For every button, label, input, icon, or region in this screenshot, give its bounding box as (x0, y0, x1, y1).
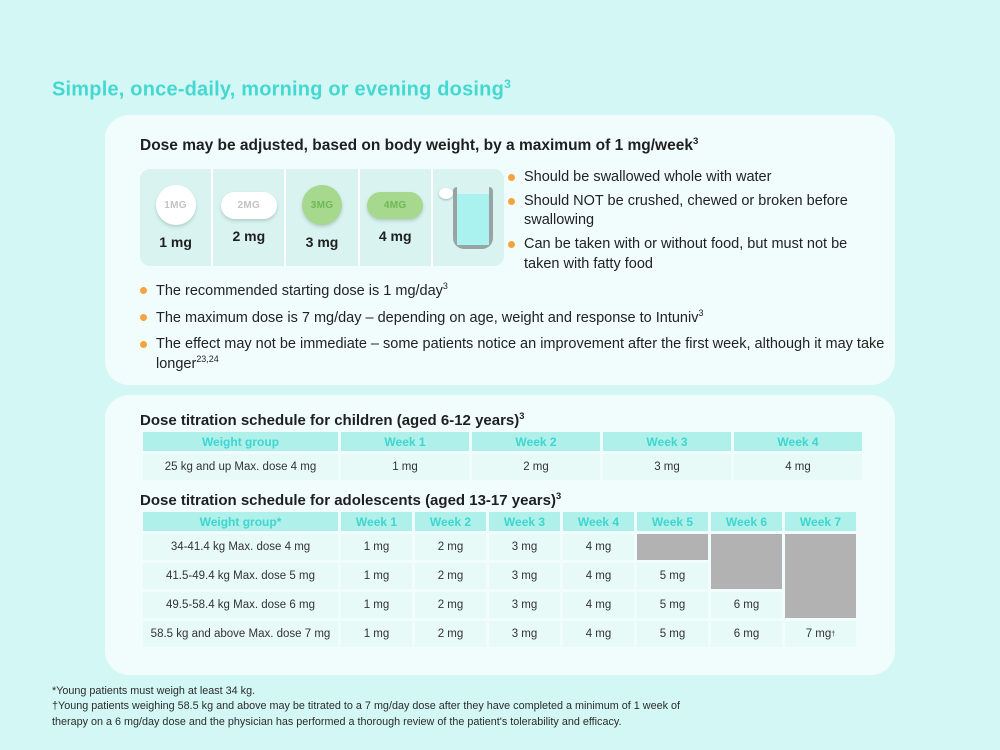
bullet-text: Should NOT be crushed, chewed or broken before swallowing (524, 193, 848, 229)
bullet-item (508, 168, 880, 187)
dose-cell: 4 mg (563, 592, 634, 618)
dose-cell: 4 mg (563, 563, 634, 589)
children-table-title-text: Dose titration schedule for children (aged 6-12 years) (140, 412, 520, 429)
column-header: Week 1 (341, 432, 469, 451)
column-header: Week 7 (785, 512, 856, 531)
dose-cell: 6 mg (711, 621, 782, 647)
dose-cell: 1 mg (341, 454, 469, 480)
pill-cell (360, 169, 431, 266)
bullet-item (508, 192, 880, 230)
bullet-dot-icon (508, 198, 515, 205)
pill-1mg-icon: 1MG (156, 185, 196, 225)
adolescents-table-title-text: Dose titration schedule for adolescents (aged 13-17 years) (140, 492, 556, 509)
dose-cell: 1 mg (341, 534, 412, 560)
bullet-dot-icon (140, 341, 147, 348)
weight-group-cell: 34-41.4 kg Max. dose 4 mg (143, 534, 338, 560)
weight-group-cell: 41.5-49.4 kg Max. dose 5 mg (143, 563, 338, 589)
weight-group-cell: 58.5 kg and above Max. dose 7 mg (143, 621, 338, 647)
column-header: Week 4 (734, 432, 862, 451)
bullet-text: The maximum dose is 7 mg/day – depending on age, weight and response to Intuniv$^3$ (156, 307, 704, 326)
column-header: Week 6 (711, 512, 782, 531)
glass-outline (453, 187, 493, 249)
adolescents-table-title (140, 491, 561, 509)
glass-cell (433, 169, 504, 266)
dose-cell: 2 mg (415, 534, 486, 560)
dosing-card-heading (140, 136, 698, 155)
table-header-row (143, 512, 856, 531)
pill-cell (213, 169, 284, 266)
footnotes (52, 684, 717, 730)
pill-strength-label: 1 mg (159, 234, 192, 250)
dose-cell: 5 mg (637, 592, 708, 618)
weight-group-cell: 25 kg and up Max. dose 4 mg (143, 454, 338, 480)
bullet-text: The recommended starting dose is 1 mg/day$^3$ (156, 281, 448, 299)
dose-cell: 3 mg (489, 563, 560, 589)
dose-cell: 3 mg (603, 454, 731, 480)
dose-cell: 4 mg (563, 534, 634, 560)
bullet-item (508, 235, 880, 273)
dose-cell: 1 mg (341, 563, 412, 589)
dose-cell: 4 mg (734, 454, 862, 480)
bullet-dot-icon (508, 241, 515, 248)
table-header-row (143, 432, 862, 451)
bullet-item (140, 335, 885, 374)
table-row (143, 534, 856, 560)
bullet-text: Can be taken with or without food, but must not be taken with fatty food (524, 236, 848, 272)
bullet-dot-icon (508, 174, 515, 181)
page-title-reference: 3 (504, 77, 512, 91)
column-header: Week 2 (472, 432, 600, 451)
children-table-title (140, 411, 524, 429)
pill-4mg-icon: 4MG (367, 192, 423, 219)
administration-bullet-list (508, 168, 880, 274)
column-header: Week 3 (489, 512, 560, 531)
dose-cell: 5 mg (637, 563, 708, 589)
dose-cell: 6 mg (711, 592, 782, 618)
column-header: Weight group (143, 432, 338, 451)
empty-gray-cell (785, 592, 856, 618)
children-dose-table (143, 432, 862, 480)
table-row (143, 563, 856, 589)
table-row (143, 454, 862, 480)
water-fill (457, 194, 489, 245)
bullet-dot-icon (140, 287, 147, 294)
bullet-text: Should be swallowed whole with water (524, 169, 772, 185)
dosing-bullet-list (140, 281, 885, 374)
pill-strength-label: 4 mg (378, 227, 412, 244)
empty-gray-cell (711, 534, 782, 560)
titration-card (105, 395, 895, 675)
dose-cell: 1 mg (341, 621, 412, 647)
bullet-item (140, 281, 885, 301)
pill-cell (286, 169, 357, 266)
empty-gray-cell (785, 563, 856, 589)
pill-strength-label: 3 mg (305, 234, 339, 250)
dose-cell: 2 mg (472, 454, 600, 480)
dose-cell: 3 mg (489, 592, 560, 618)
dosing-card (105, 115, 895, 385)
dose-cell: 2 mg (415, 563, 486, 589)
dose-cell: 2 mg (415, 592, 486, 618)
dose-cell: 1 mg (341, 592, 412, 618)
glass-of-water-icon (441, 187, 495, 251)
column-header: Week 1 (341, 512, 412, 531)
pill-strength-label: 2 mg (232, 227, 266, 244)
adolescents-table-title-reference: 3 (555, 491, 562, 501)
bullet-text: The effect may not be immediate – some patients notice an improvement after the first week, although it may take longer$^{23,24}$ (156, 335, 885, 372)
footnote-asterisk: *Young patients must weigh at least 34 kg. (52, 685, 256, 697)
dosing-card-heading-reference: 3 (692, 136, 699, 147)
adolescents-dose-table (143, 512, 856, 647)
dose-cell: 4 mg (563, 621, 634, 647)
column-header: Week 5 (637, 512, 708, 531)
column-header: Week 2 (415, 512, 486, 531)
column-header: Week 3 (603, 432, 731, 451)
dose-cell: 2 mg (415, 621, 486, 647)
table-row (143, 621, 856, 647)
dose-cell: 3 mg (489, 534, 560, 560)
dosing-card-heading-text: Dose may be adjusted, based on body weight, by a maximum of 1 mg/week (140, 137, 693, 155)
pill-strip (140, 169, 504, 266)
weight-group-cell: 49.5-58.4 kg Max. dose 6 mg (143, 592, 338, 618)
column-header: Weight group* (143, 512, 338, 531)
pill-cell (140, 169, 211, 266)
page-title (52, 77, 511, 102)
empty-gray-cell (711, 563, 782, 589)
pill-3mg-icon: 3MG (302, 185, 342, 225)
page-title-text: Simple, once-daily, morning or evening dosing (52, 78, 505, 101)
column-header: Week 4 (563, 512, 634, 531)
dose-cell: 3 mg (489, 621, 560, 647)
table-row (143, 592, 856, 618)
children-table-title-reference: 3 (519, 411, 525, 421)
dose-cell: 7 mg † (785, 621, 856, 647)
bullet-dot-icon (140, 314, 147, 321)
bullet-item (140, 308, 885, 328)
empty-gray-cell (785, 534, 856, 560)
pill-2mg-icon: 2MG (221, 192, 277, 219)
footnote-dagger: †Young patients weighing 58.5 kg and above may be titrated to a 7 mg/day dose after they have completed a minimum of 1 week of therapy on a 6 mg/day dose and the physician has performed a thorough review of the patient's tolerability and efficacy. (52, 700, 681, 728)
dose-cell: 5 mg (637, 621, 708, 647)
empty-gray-cell (637, 534, 708, 560)
pill-icon (439, 188, 453, 199)
